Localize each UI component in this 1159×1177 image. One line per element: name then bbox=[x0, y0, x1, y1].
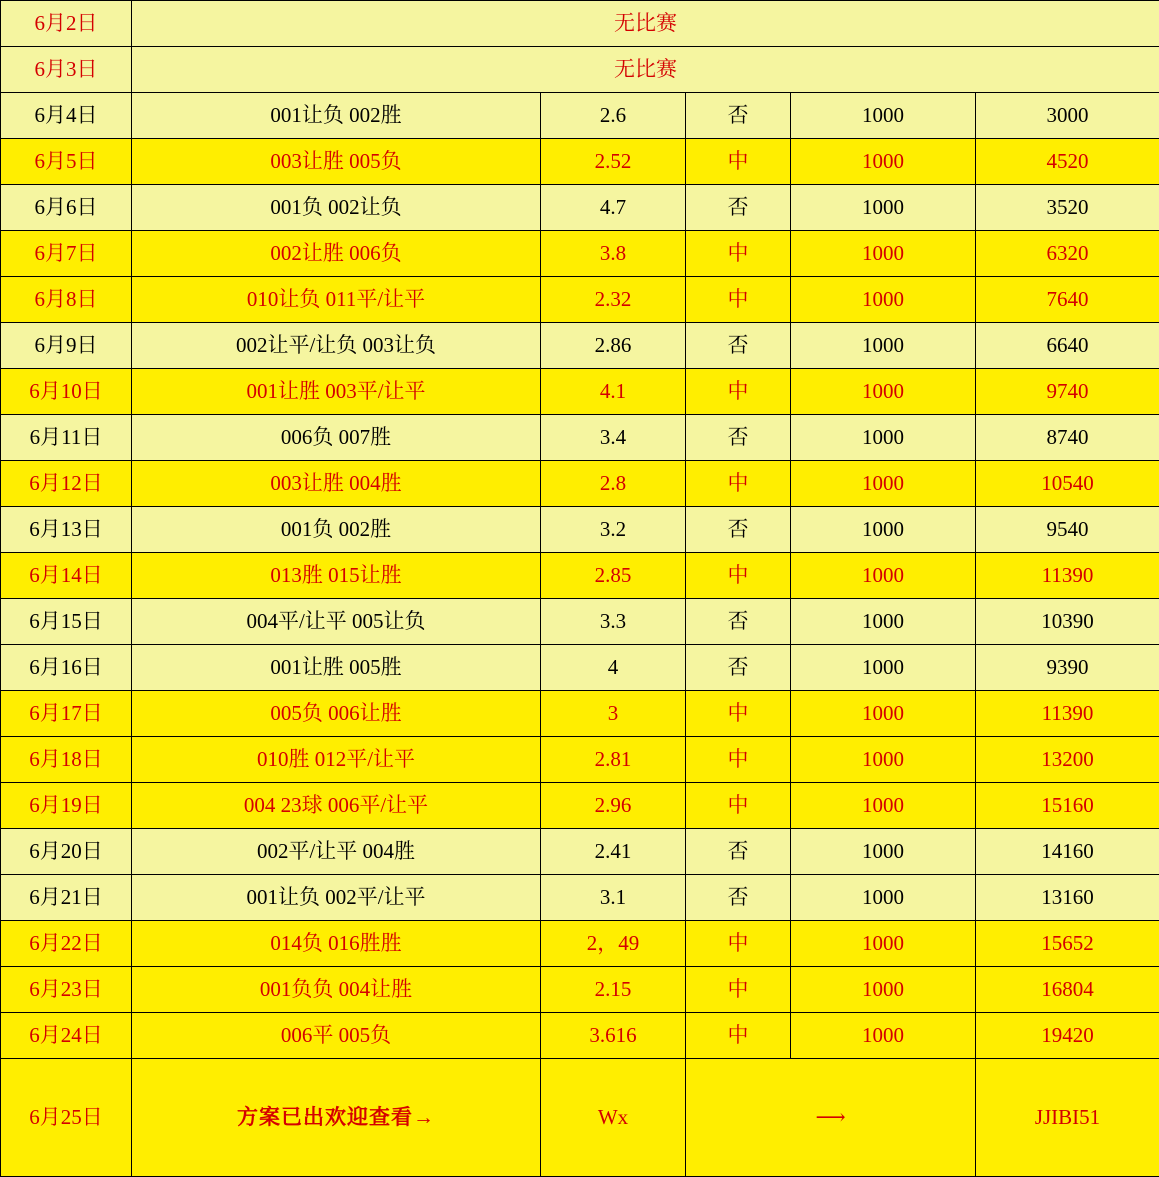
cell-odds: 3.8 bbox=[541, 231, 686, 277]
cell-total: 11390 bbox=[976, 553, 1159, 599]
promo-row bbox=[1, 1059, 1159, 1177]
cell-odds: 2.86 bbox=[541, 323, 686, 369]
cell-date: 6月16日 bbox=[1, 645, 132, 691]
cell-date: 6月6日 bbox=[1, 185, 132, 231]
table-row bbox=[1, 461, 1159, 507]
cell-odds: 4.1 bbox=[541, 369, 686, 415]
table-row bbox=[1, 369, 1159, 415]
cell-hit: 否 bbox=[686, 185, 791, 231]
cell-total: 4520 bbox=[976, 139, 1159, 185]
cell-total: 14160 bbox=[976, 829, 1159, 875]
cell-date: 6月7日 bbox=[1, 231, 132, 277]
cell-date: 6月18日 bbox=[1, 737, 132, 783]
table-row bbox=[1, 1, 1159, 47]
cell-hit: 中 bbox=[686, 139, 791, 185]
cell-stake: 1000 bbox=[791, 139, 976, 185]
cell-stake: 1000 bbox=[791, 553, 976, 599]
cell-pick: 001负负 004让胜 bbox=[132, 967, 541, 1013]
cell-stake: 1000 bbox=[791, 461, 976, 507]
cell-total: 7640 bbox=[976, 277, 1159, 323]
cell-total: 13200 bbox=[976, 737, 1159, 783]
cell-stake: 1000 bbox=[791, 323, 976, 369]
cell-date: 6月13日 bbox=[1, 507, 132, 553]
cell-hit: 中 bbox=[686, 783, 791, 829]
cell-total: 13160 bbox=[976, 875, 1159, 921]
table-row bbox=[1, 691, 1159, 737]
cell-odds: 2.15 bbox=[541, 967, 686, 1013]
cell-stake: 1000 bbox=[791, 277, 976, 323]
cell-date: 6月17日 bbox=[1, 691, 132, 737]
cell-total: 15652 bbox=[976, 921, 1159, 967]
cell-total: 3520 bbox=[976, 185, 1159, 231]
cell-pick: 004 23球 006平/让平 bbox=[132, 783, 541, 829]
cell-total: 8740 bbox=[976, 415, 1159, 461]
cell-total: 6640 bbox=[976, 323, 1159, 369]
cell-no-match: 无比赛 bbox=[132, 47, 1159, 93]
cell-pick: 001负 002让负 bbox=[132, 185, 541, 231]
cell-hit: 中 bbox=[686, 921, 791, 967]
cell-odds: 4.7 bbox=[541, 185, 686, 231]
cell-stake: 1000 bbox=[791, 1013, 976, 1059]
cell-date: 6月20日 bbox=[1, 829, 132, 875]
cell-odds: 3.3 bbox=[541, 599, 686, 645]
promo-wx-label: Wx bbox=[541, 1059, 686, 1177]
cell-date: 6月10日 bbox=[1, 369, 132, 415]
cell-total: 6320 bbox=[976, 231, 1159, 277]
cell-odds: 2.81 bbox=[541, 737, 686, 783]
cell-hit: 中 bbox=[686, 461, 791, 507]
cell-date: 6月4日 bbox=[1, 93, 132, 139]
table-row bbox=[1, 185, 1159, 231]
cell-stake: 1000 bbox=[791, 185, 976, 231]
cell-pick: 010让负 011平/让平 bbox=[132, 277, 541, 323]
cell-total: 19420 bbox=[976, 1013, 1159, 1059]
cell-odds: 2.52 bbox=[541, 139, 686, 185]
table-row bbox=[1, 645, 1159, 691]
cell-total: 3000 bbox=[976, 93, 1159, 139]
cell-hit: 中 bbox=[686, 553, 791, 599]
cell-date: 6月5日 bbox=[1, 139, 132, 185]
cell-total: 16804 bbox=[976, 967, 1159, 1013]
cell-hit: 否 bbox=[686, 829, 791, 875]
results-table-body bbox=[1, 1, 1159, 1177]
cell-hit: 中 bbox=[686, 277, 791, 323]
cell-date: 6月21日 bbox=[1, 875, 132, 921]
cell-stake: 1000 bbox=[791, 415, 976, 461]
cell-date: 6月14日 bbox=[1, 553, 132, 599]
table-row bbox=[1, 507, 1159, 553]
table-row bbox=[1, 323, 1159, 369]
cell-pick: 001让胜 005胜 bbox=[132, 645, 541, 691]
table-row bbox=[1, 921, 1159, 967]
table-row bbox=[1, 553, 1159, 599]
cell-odds: 3.2 bbox=[541, 507, 686, 553]
cell-hit: 中 bbox=[686, 691, 791, 737]
cell-hit: 中 bbox=[686, 737, 791, 783]
table-row bbox=[1, 1013, 1159, 1059]
cell-odds: 3.4 bbox=[541, 415, 686, 461]
cell-hit: 中 bbox=[686, 369, 791, 415]
promo-account-id: JJIBI51 bbox=[976, 1059, 1159, 1177]
cell-stake: 1000 bbox=[791, 645, 976, 691]
cell-stake: 1000 bbox=[791, 783, 976, 829]
table-row bbox=[1, 737, 1159, 783]
cell-pick: 004平/让平 005让负 bbox=[132, 599, 541, 645]
cell-total: 10390 bbox=[976, 599, 1159, 645]
cell-odds: 2.6 bbox=[541, 93, 686, 139]
cell-hit: 否 bbox=[686, 415, 791, 461]
cell-odds: 2.96 bbox=[541, 783, 686, 829]
promo-date: 6月25日 bbox=[1, 1059, 132, 1177]
cell-odds: 2.85 bbox=[541, 553, 686, 599]
cell-pick: 001让负 002胜 bbox=[132, 93, 541, 139]
cell-pick: 003让胜 005负 bbox=[132, 139, 541, 185]
cell-pick: 001让负 002平/让平 bbox=[132, 875, 541, 921]
cell-hit: 否 bbox=[686, 599, 791, 645]
right-arrow-icon: ⟶ bbox=[686, 1059, 976, 1177]
table-row bbox=[1, 783, 1159, 829]
cell-date: 6月12日 bbox=[1, 461, 132, 507]
cell-hit: 否 bbox=[686, 875, 791, 921]
cell-date: 6月15日 bbox=[1, 599, 132, 645]
table-row bbox=[1, 139, 1159, 185]
cell-odds: 2.41 bbox=[541, 829, 686, 875]
cell-total: 11390 bbox=[976, 691, 1159, 737]
cell-date: 6月8日 bbox=[1, 277, 132, 323]
cell-odds: 3.1 bbox=[541, 875, 686, 921]
cell-stake: 1000 bbox=[791, 737, 976, 783]
table-row bbox=[1, 829, 1159, 875]
cell-hit: 中 bbox=[686, 231, 791, 277]
cell-pick: 005负 006让胜 bbox=[132, 691, 541, 737]
cell-stake: 1000 bbox=[791, 507, 976, 553]
cell-hit: 中 bbox=[686, 1013, 791, 1059]
cell-date: 6月19日 bbox=[1, 783, 132, 829]
table-row bbox=[1, 599, 1159, 645]
promo-message: 方案已出欢迎查看→ bbox=[132, 1059, 541, 1177]
cell-date: 6月3日 bbox=[1, 47, 132, 93]
cell-stake: 1000 bbox=[791, 369, 976, 415]
cell-date: 6月22日 bbox=[1, 921, 132, 967]
cell-odds: 2.8 bbox=[541, 461, 686, 507]
cell-odds: 3.616 bbox=[541, 1013, 686, 1059]
table-row bbox=[1, 93, 1159, 139]
cell-pick: 006平 005负 bbox=[132, 1013, 541, 1059]
cell-date: 6月24日 bbox=[1, 1013, 132, 1059]
cell-stake: 1000 bbox=[791, 231, 976, 277]
cell-no-match: 无比赛 bbox=[132, 1, 1159, 47]
cell-hit: 否 bbox=[686, 93, 791, 139]
cell-odds: 3 bbox=[541, 691, 686, 737]
cell-stake: 1000 bbox=[791, 921, 976, 967]
cell-total: 9540 bbox=[976, 507, 1159, 553]
table-row bbox=[1, 47, 1159, 93]
cell-stake: 1000 bbox=[791, 875, 976, 921]
cell-stake: 1000 bbox=[791, 93, 976, 139]
table-row bbox=[1, 875, 1159, 921]
cell-total: 9390 bbox=[976, 645, 1159, 691]
cell-pick: 003让胜 004胜 bbox=[132, 461, 541, 507]
cell-hit: 否 bbox=[686, 645, 791, 691]
cell-hit: 中 bbox=[686, 967, 791, 1013]
cell-hit: 否 bbox=[686, 323, 791, 369]
cell-date: 6月9日 bbox=[1, 323, 132, 369]
cell-total: 10540 bbox=[976, 461, 1159, 507]
cell-odds: 4 bbox=[541, 645, 686, 691]
cell-date: 6月23日 bbox=[1, 967, 132, 1013]
cell-hit: 否 bbox=[686, 507, 791, 553]
table-row bbox=[1, 967, 1159, 1013]
cell-pick: 014负 016胜胜 bbox=[132, 921, 541, 967]
cell-pick: 002让胜 006负 bbox=[132, 231, 541, 277]
cell-stake: 1000 bbox=[791, 599, 976, 645]
cell-stake: 1000 bbox=[791, 691, 976, 737]
table-row bbox=[1, 231, 1159, 277]
cell-pick: 002平/让平 004胜 bbox=[132, 829, 541, 875]
cell-pick: 013胜 015让胜 bbox=[132, 553, 541, 599]
cell-stake: 1000 bbox=[791, 967, 976, 1013]
table-row bbox=[1, 415, 1159, 461]
cell-total: 9740 bbox=[976, 369, 1159, 415]
cell-pick: 001负 002胜 bbox=[132, 507, 541, 553]
cell-pick: 002让平/让负 003让负 bbox=[132, 323, 541, 369]
cell-total: 15160 bbox=[976, 783, 1159, 829]
cell-pick: 001让胜 003平/让平 bbox=[132, 369, 541, 415]
cell-pick: 010胜 012平/让平 bbox=[132, 737, 541, 783]
cell-odds: 2.32 bbox=[541, 277, 686, 323]
cell-pick: 006负 007胜 bbox=[132, 415, 541, 461]
cell-odds: 2，49 bbox=[541, 921, 686, 967]
cell-date: 6月2日 bbox=[1, 1, 132, 47]
cell-date: 6月11日 bbox=[1, 415, 132, 461]
cell-stake: 1000 bbox=[791, 829, 976, 875]
table-row bbox=[1, 277, 1159, 323]
